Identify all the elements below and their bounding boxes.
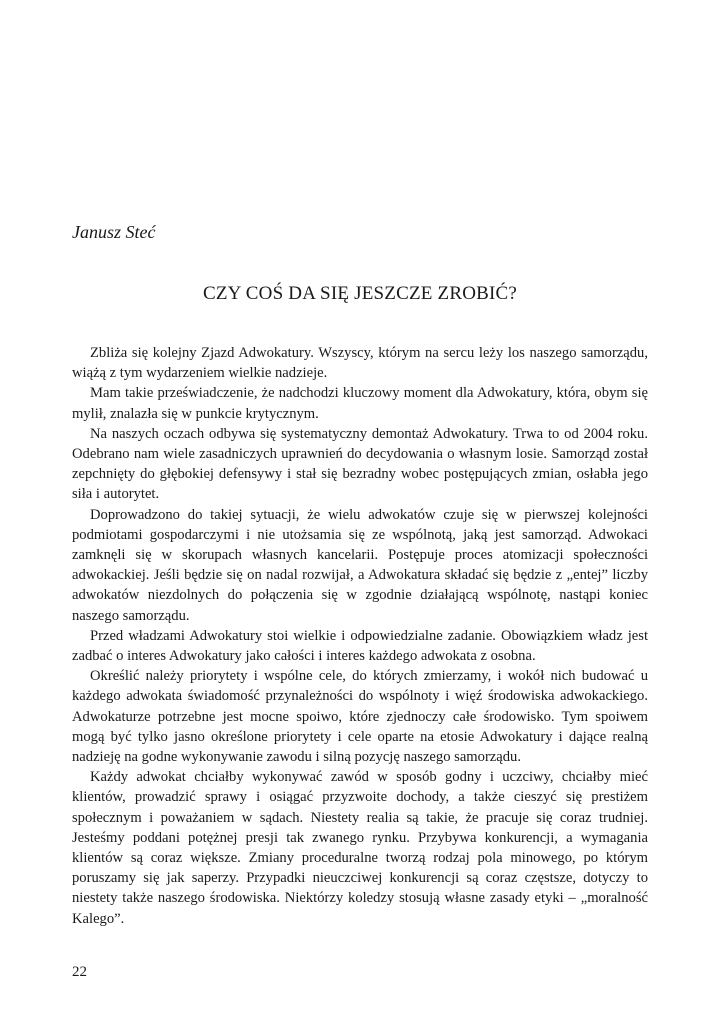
paragraph: Na naszych oczach odbywa się systematyczny demontaż Adwokatury. Trwa to od 2004 roku. Odebrano nam wiele zasadniczych uprawnień do decydowania o własnym losie. Samorząd został zepchnięty do głębokiej defensywy i stał się bezradny wobec postępujących zmian, osłabła jego siła i autorytet. [72, 425, 648, 503]
paragraph: Mam takie przeświadczenie, że nadchodzi kluczowy moment dla Adwokatury, która, obym się mylił, znalazła się w punkcie krytycznym. [72, 385, 648, 422]
paragraph: Zbliża się kolejny Zjazd Adwokatury. Wszyscy, którym na sercu leży los naszego samorządu, wiążą z tym wydarzeniem wielkie nadzieje. [72, 345, 648, 382]
paragraph: Określić należy priorytety i wspólne cele, do których zmierzamy, i wokół nich budować u każdego adwokata świadomość przynależności do wspólnoty i więź środowiska adwokackiego. Adwokaturze potrzebne jest mocne spoiwo, które zjednoczy całe środowisko. Tym spoiwem mogą być tylko jasno określone priorytety i cele oparte na etosie Adwokatury i dające realną nadzieję na godne wykonywanie zawodu i silną pozycję naszego samorządu. [72, 668, 648, 766]
page-number: 22 [72, 964, 87, 980]
paragraph: Doprowadzono do takiej sytuacji, że wielu adwokatów czuje się w pierwszej kolejności podmiotami gospodarczymi i nie utożsamia się ze wspólnotą, jaką jest samorząd. Adwokaci zamknęli się w skorupach własnych kancelarii. Postępuje proces atomizacji społeczności adwokackiej. Jeśli będzie się on nadal rozwijał, a Adwokatura składać się będzie z „entej” liczby adwokatów niezdolnych do połączenia się w zgodnie działającą wspólnotę, nastąpi koniec naszego samorządu. [72, 506, 648, 624]
article-body [72, 343, 648, 929]
paragraph: Każdy adwokat chciałby wykonywać zawód w sposób godny i uczciwy, chciałby mieć klientów, prowadzić sprawy i osiągać przyzwoite dochody, a także cieszyć się prestiżem społecznym i poważaniem w sądach. Niestety realia są takie, że pracuje się coraz trudniej. Jesteśmy poddani potężnej presji tak zwanego rynku. Przybywa konkurencji, a wymagania klientów są coraz większe. Zmiany proceduralne tworzą rodzaj pola minowego, po którym poruszamy się jak saperzy. Przypadki nieuczciwej konkurencji są coraz częstsze, dotyczy to niestety także naszego środowiska. Niektórzy koledzy stosują własne zasady etyki – „moralność Kalego”. [72, 769, 648, 927]
article-title: CZY COŚ DA SIĘ JESZCZE ZROBIĆ? [202, 283, 518, 304]
author-name: Janusz Steć [72, 222, 156, 242]
paragraph: Przed władzami Adwokatury stoi wielkie i odpowiedzialne zadanie. Obowiązkiem władz jest zadbać o interes Adwokatury jako całości i interes każdego adwokata z osobna. [72, 627, 648, 665]
